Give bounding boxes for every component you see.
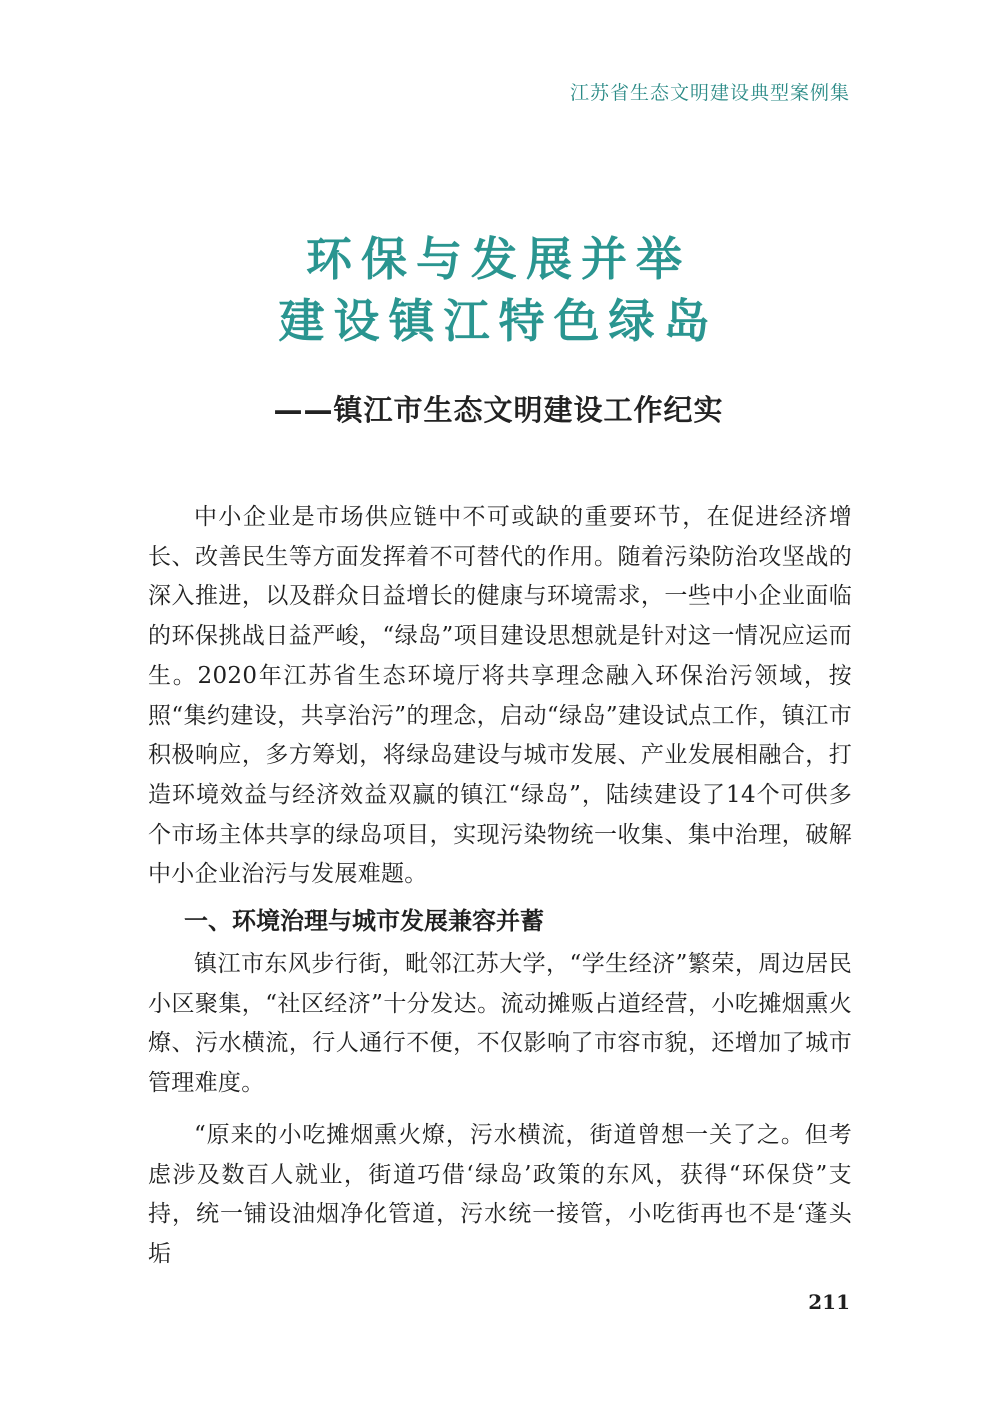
article-body [148, 498, 852, 1275]
running-header: 江苏省生态文明建设典型案例集 [569, 82, 850, 104]
title-line-1: 环保与发展并举 [306, 232, 691, 286]
title-line-2: 建设镇江特色绿岛 [278, 294, 719, 348]
article-subtitle: ——镇江市生态文明建设工作纪实 [273, 393, 724, 427]
section-heading-1: 一、环境治理与城市发展兼容并蓄 [184, 907, 544, 936]
section1-paragraph-2: “原来的小吃摊烟熏火燎，污水横流，街道曾想一关了之。但考虑涉及数百人就业，街道巧借‘绿岛’政策的东风，获得“环保贷”支持，统一铺设油烟净化管道，污水统一接管，小吃街再也不是‘蓬头垢 [148, 1121, 852, 1267]
article-title [0, 228, 997, 352]
section1-paragraph-1: 镇江市东风步行街，毗邻江苏大学，“学生经济”繁荣，周边居民小区聚集，“社区经济”十分发达。流动摊贩占道经营，小吃摊烟熏火燎、污水横流，行人通行不便，不仅影响了市容市貌，还增加了城市管理难度。 [148, 951, 852, 1097]
intro-paragraph: 中小企业是市场供应链中不可或缺的重要环节，在促进经济增长、改善民生等方面发挥着不可替代的作用。随着污染防治攻坚战的深入推进，以及群众日益增长的健康与环境需求，一些中小企业面临的环保挑战日益严峻，“绿岛”项目建设思想就是针对这一情况应运而生。2020年江苏省生态环境厅将共享理念融入环保治污领域，按照“集约建设，共享治污”的理念，启动“绿岛”建设试点工作，镇江市积极响应，多方筹划，将绿岛建设与城市发展、产业发展相融合，打造环境效益与经济效益双赢的镇江“绿岛”，陆续建设了14个可供多个市场主体共享的绿岛项目，实现污染物统一收集、集中治理，破解中小企业治污与发展难题。 [148, 504, 852, 888]
page-number: 211 [808, 1290, 850, 1314]
